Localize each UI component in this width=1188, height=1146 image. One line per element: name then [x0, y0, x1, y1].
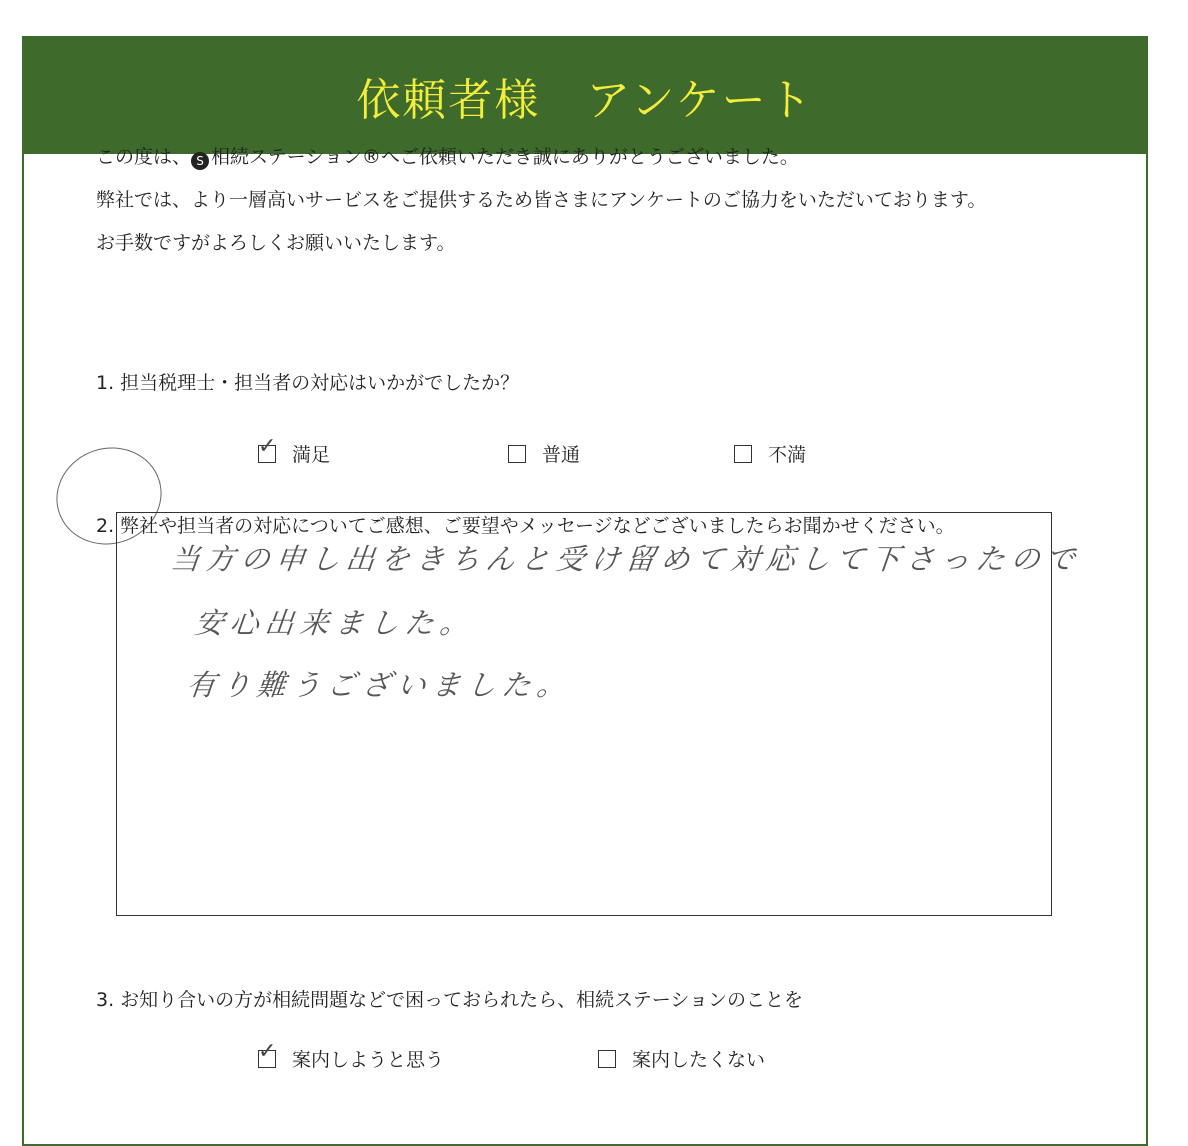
option-label: 普通	[542, 444, 581, 466]
check-mark-icon: ✓	[258, 433, 277, 459]
q3-option-will-not-recommend[interactable]	[598, 1045, 765, 1072]
intro-text	[96, 136, 986, 265]
check-mark-icon: ✓	[258, 1038, 277, 1064]
intro-line-1: この度は、 S 相続ステーション®へご依頼いただき誠にありがとうございました。	[96, 146, 799, 168]
checkbox[interactable]	[258, 1038, 277, 1068]
handwritten-line-3: 有り難うございました。	[185, 668, 574, 702]
intro-line-2: 弊社では、より一層高いサービスをご提供するため皆さまにアンケートのご協力をいただいております。	[96, 189, 987, 211]
option-label: 満足	[292, 444, 331, 466]
q1-option-dissatisfied[interactable]	[734, 440, 806, 467]
option-label: 案内したくない	[632, 1049, 766, 1071]
checkbox[interactable]	[598, 1050, 616, 1068]
q1-option-satisfied[interactable]	[258, 433, 331, 467]
checkbox[interactable]	[258, 433, 277, 463]
checkbox[interactable]	[508, 445, 526, 463]
q3-option-will-recommend[interactable]	[258, 1038, 445, 1072]
question-1-label: 1. 担当税理士・担当者の対応はいかがでしたか？	[96, 372, 520, 394]
page-title: 依頼者様 アンケート	[356, 75, 814, 126]
option-label: 不満	[768, 444, 807, 466]
handwritten-line-2: 安心出来ました。	[193, 606, 477, 640]
checkbox[interactable]	[734, 445, 752, 463]
option-label: 案内しようと思う	[292, 1049, 445, 1071]
comment-answer-box[interactable]	[116, 512, 1083, 916]
intro-line-3: お手数ですがよろしくお願いいたします。	[96, 232, 456, 254]
handwritten-line-1: 当方の申し出をきちんと受け留めて対応して下さったので	[169, 542, 1083, 576]
q1-option-normal[interactable]	[508, 440, 580, 467]
question-3-label: 3. お知り合いの方が相続問題などで困っておられたら、相続ステーションのことを	[96, 989, 804, 1011]
question-2-label: 2. 弊社や担当者の対応についてご感想、ご要望やメッセージなどございましたらお聞かせください。	[96, 515, 955, 537]
logo-icon: S	[191, 152, 209, 170]
